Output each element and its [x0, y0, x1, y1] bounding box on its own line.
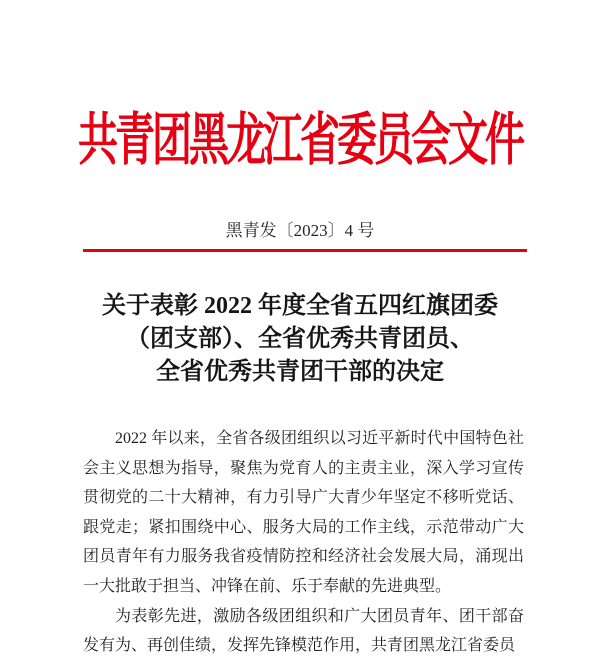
letterhead-org-title: 共青团黑龙江省委员会文件 [78, 107, 522, 172]
document-title [0, 290, 600, 389]
body-paragraph-2: 为表彰先进，激励各级团组织和广大团员青年、团干部奋发有为、再创佳绩，发挥先锋模范作用，共青团黑龙江省委员 [83, 607, 524, 655]
document-body [83, 424, 524, 661]
red-divider-line [83, 249, 527, 252]
document-title-line-1: 关于表彰 2022 年度全省五四红旗团委 [102, 293, 498, 319]
body-paragraph-1: 2022 年以来，全省各级团组织以习近平新时代中国特色社会主义思想为指导，聚焦为党育人的主责主业，深入学习宣传贯彻党的二十大精神，有力引导广大青少年坚定不移听党话、跟党走；紧扣围绕中心、服务大局的工作主线，示范带动广大团员青年有力服务我省疫情防控和经济社会发展大局，涌现出一大批敢于担当、冲锋在前、乐于奉献的先进典型。 [83, 430, 524, 595]
doc-reference-number: 黑青发〔2023〕4 号 [225, 221, 375, 240]
document-title-line-2: （团支部）、全省优秀共青团员、 [126, 326, 474, 352]
document-title-line-3: 全省优秀共青团干部的决定 [156, 359, 444, 385]
